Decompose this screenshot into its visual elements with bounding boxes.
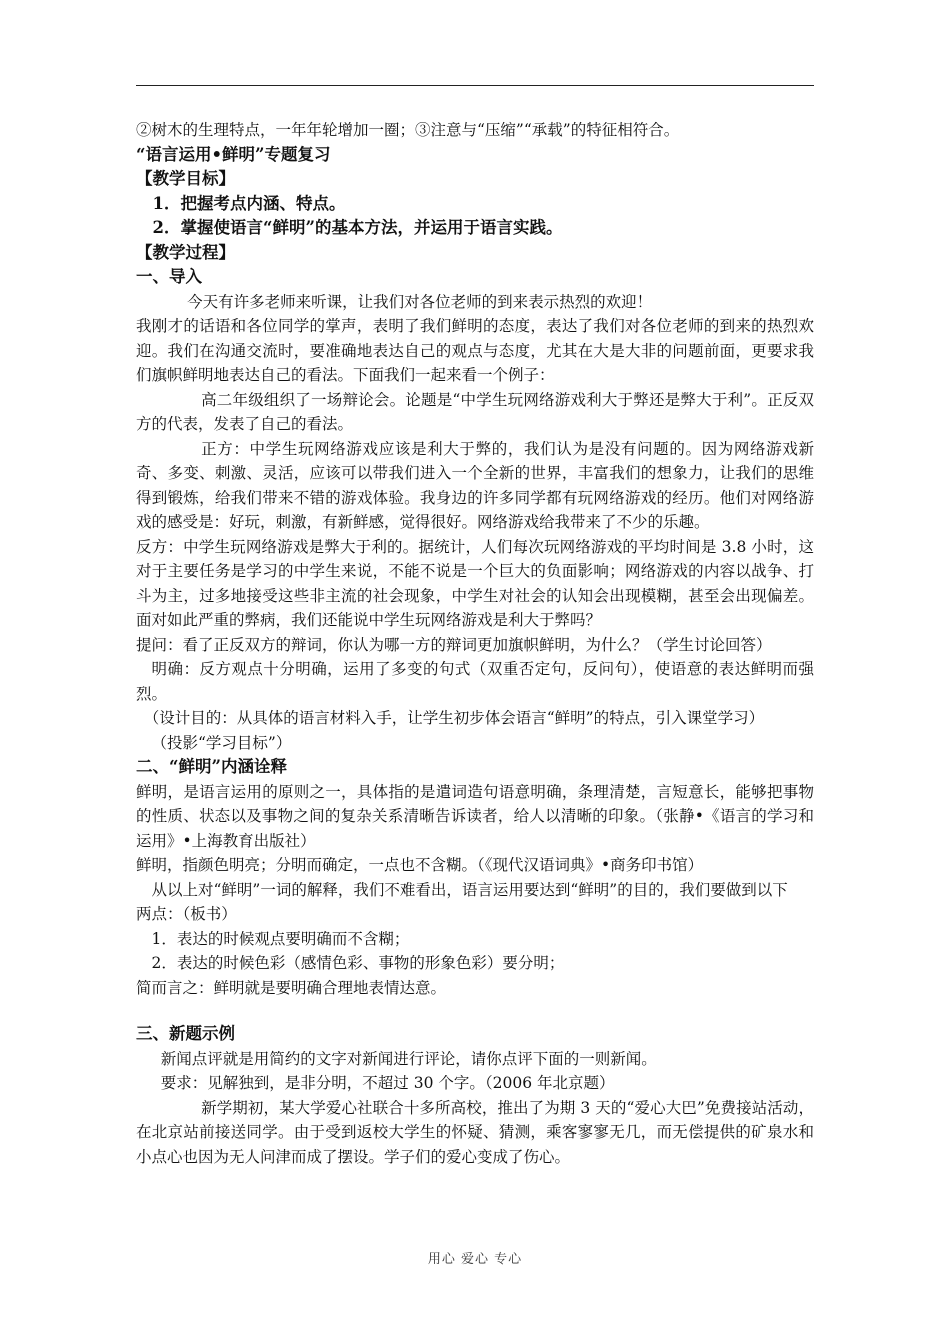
section1-question: 提问：看了正反双方的辩词，你认为哪一方的辩词更加旗帜鲜明，为什么？（学生讨论回答） [136,635,772,654]
section2-item-1: 1．表达的时候观点要明确而不含糊； [151,929,410,948]
section2-paragraph-3: 从以上对“鲜明”一词的解释，我们不难看出，语言运用要达到“鲜明”的目的，我们要做到以下 [151,880,788,899]
section1-projection-note: （投影“学习目标”） [151,733,292,752]
section3-paragraph-3: 新学期初，某大学爱心社联合十多所高校，推出了为期 3 天的“爱心大巴”免费接站活动，在北京站前接送同学。由于受到返校大学生的怀疑、猜测，乘客寥寥无几，而无偿提供的矿泉水和小点心也因为无人问津而成了摆设。学子们的爱心变成了伤心。 [136,1098,814,1166]
document-title: “语言运用•鲜明”专题复习 [136,144,331,164]
section2-item-2: 2．表达的时候色彩（感情色彩、事物的形象色彩）要分明； [151,954,565,972]
goal-item-2: 2．掌握使语言“鲜明”的基本方法，并运用于语言实践。 [152,218,563,237]
section1-paragraph-1: 今天有许多老师来听课，让我们对各位老师的到来表示热烈的欢迎！ [187,292,653,311]
section2-heading: 二、“鲜明”内涵诠释 [136,757,287,776]
section1-paragraph-4: 正方：中学生玩网络游戏应该是利大于弊的，我们认为是没有问题的。因为网络游戏新奇、多变、刺激、灵活，应该可以带我们进入一个全新的世界，丰富我们的想象力，让我们的思维得到锻炼，给我们带来不错的游戏体验。我身边的许多同学都有玩网络游戏的经历。他们对网络游戏的感受是：好玩，刺激，有新鲜感，觉得很好。网络游戏给我带来了不少的乐趣。 [136,439,814,531]
section1-answer: 明确：反方观点十分明确，运用了多变的句式（双重否定句，反问句），使语意的表达鲜明而强烈。 [136,660,814,703]
section2-summary: 简而言之：鲜明就是要明确合理地表情达意。 [136,978,447,997]
goal-item-1: 1．把握考点内涵、特点。 [152,193,346,213]
section1-paragraph-2: 我刚才的话语和各位同学的掌声，表明了我们鲜明的态度，表达了我们对各位老师的到来的热烈欢迎。我们在沟通交流时，要准确地表达自己的观点与态度，尤其在大是大非的问题前面，更要求我们旗帜鲜明地表达自己的看法。下面我们一起来看一个例子： [136,317,814,384]
section3-heading: 三、新题示例 [136,1024,235,1043]
header-rule [136,85,814,86]
section1-paragraph-5: 反方：中学生玩网络游戏是弊大于利的。据统计，人们每次玩网络游戏的平均时间是 3.8 小时，这对于主要任务是学习的中学生来说，不能不说是一个巨大的负面影响；网络游戏的内容以战争、打斗为主，过多地接受这些非主流的社会现象，中学生对社会的认知会出现模糊，甚至会出现偏差。面对如此严重的弊病，我们还能说中学生玩网络游戏是利大于弊吗？ [136,537,814,629]
section3-paragraph-2: 要求：见解独到，是非分明，不超过 30 个字。（2006 年北京题） [160,1074,615,1092]
document-body [136,118,814,1169]
section3-paragraph-1: 新闻点评就是用简约的文字对新闻进行评论，请你点评下面的一则新闻。 [160,1049,657,1068]
page-footer: 用心 爱心 专心 [427,1252,523,1267]
section1-heading: 一、导入 [136,267,202,286]
section2-paragraph-4: 两点：（板书） [136,905,237,923]
section2-paragraph-1: 鲜明，是语言运用的原则之一，具体指的是遣词造句语意明确，条理清楚，言短意长，能够把事物的性质、状态以及事物之间的复杂关系清晰告诉读者，给人以清晰的印象。（张静•《语言的学习和运用》•上海教育出版社） [136,782,814,850]
header-note: ②树木的生理特点，一年年轮增加一圈；③注意与“压缩”“承载”的特征相符合。 [136,121,680,139]
process-heading: 【教学过程】 [136,242,235,262]
section1-paragraph-3: 高二年级组织了一场辩论会。论题是“中学生玩网络游戏利大于弊还是弊大于利”。正反双方的代表，发表了自己的看法。 [136,390,814,433]
goals-heading: 【教学目标】 [136,169,235,188]
section1-design-note: （设计目的：从具体的语言材料入手，让学生初步体会语言“鲜明”的特点，引入课堂学习） [143,709,765,727]
section2-paragraph-2: 鲜明，指颜色明亮；分明而确定，一点也不含糊。（《现代汉语词典》•商务印书馆） [136,856,704,874]
